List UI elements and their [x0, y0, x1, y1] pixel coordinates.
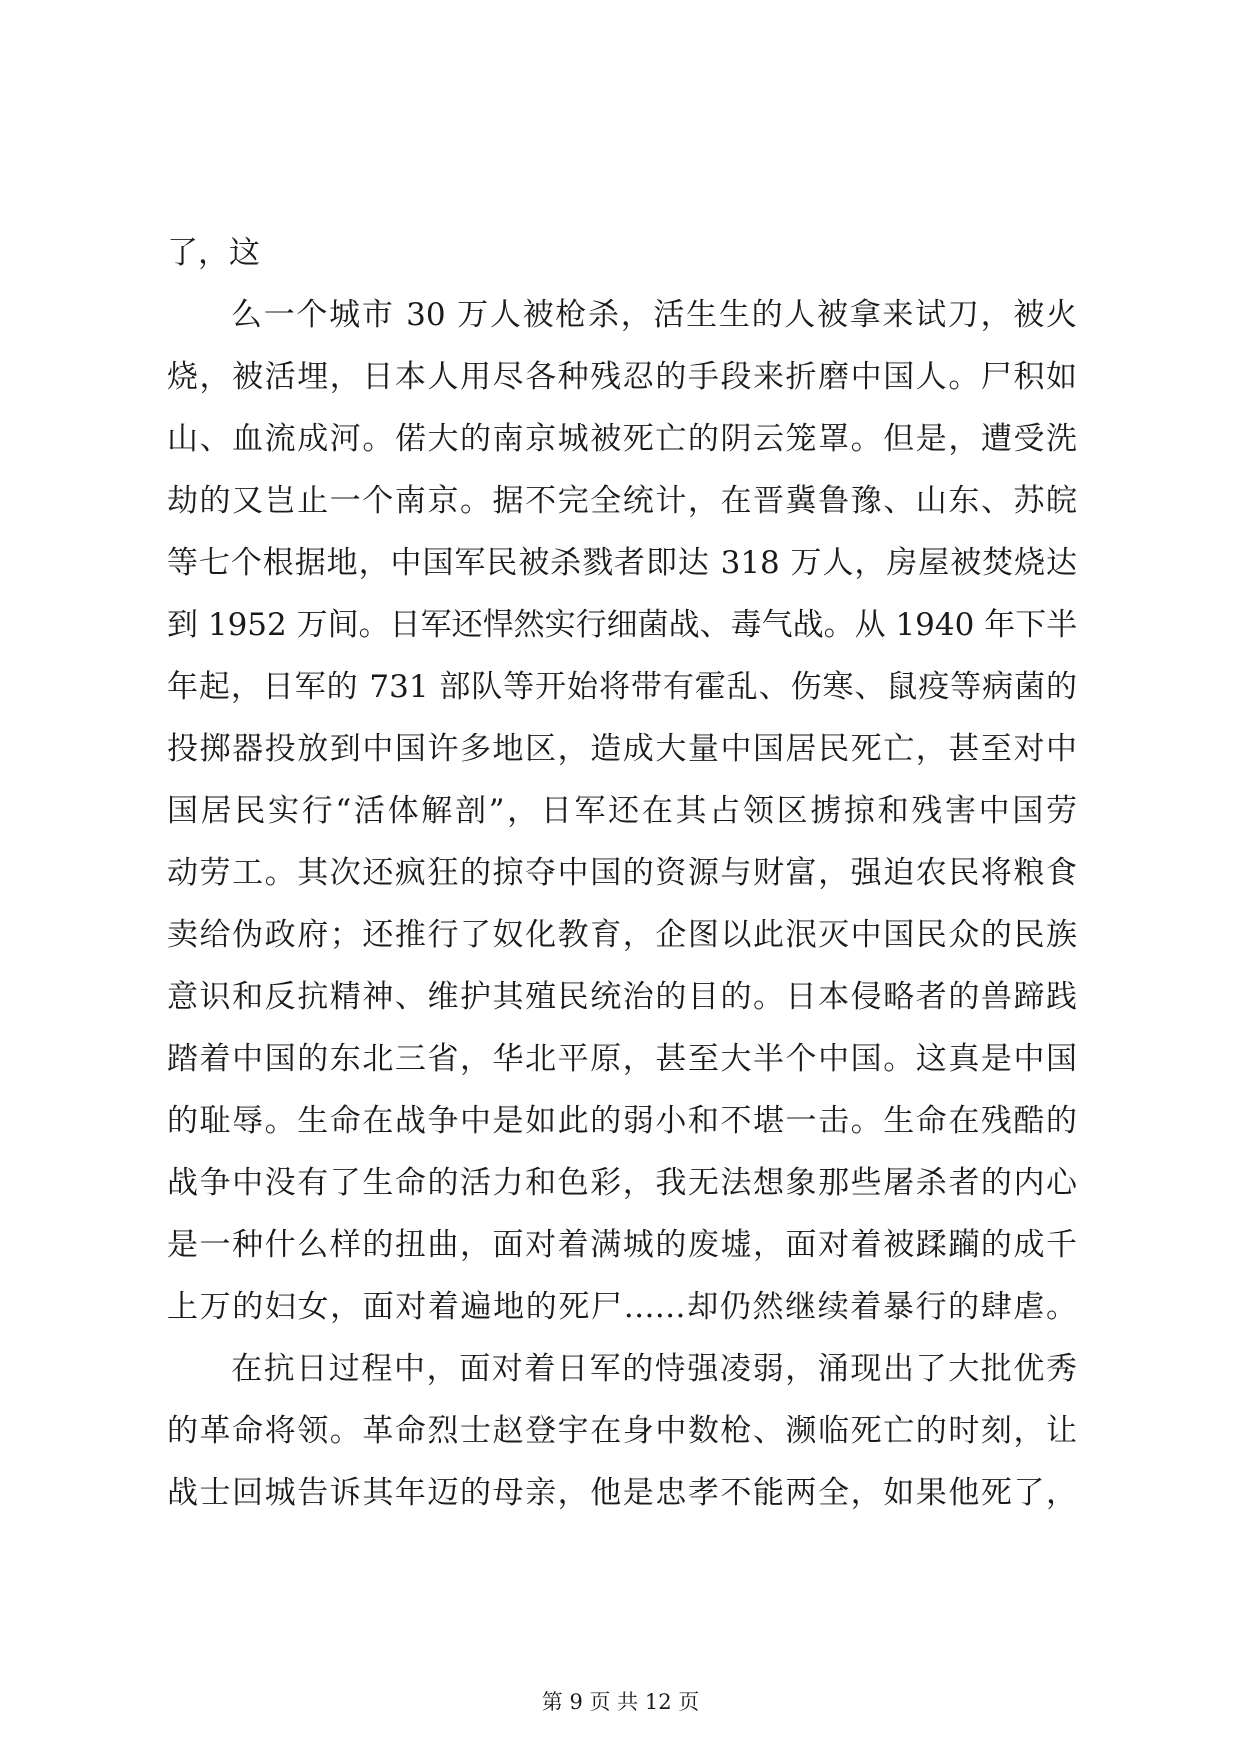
text-line: 到 1952 万间。日军还悍然实行细菌战、毒气战。从 1940 年下半 — [167, 607, 1078, 643]
text-line: 国居民实行“活体解剖”，日军还在其占领区掳掠和残害中国劳 — [167, 793, 1077, 829]
text-line: 卖给伪政府；还推行了奴化教育，企图以此泯灭中国民众的民族 — [167, 917, 1077, 953]
text-line: 战士回城告诉其年迈的母亲，他是忠孝不能两全，如果他死了， — [167, 1475, 1077, 1511]
text-line: 劫的又岂止一个南京。据不完全统计，在晋冀鲁豫、山东、苏皖 — [167, 483, 1077, 519]
text-line: 的耻辱。生命在战争中是如此的弱小和不堪一击。生命在残酷的 — [167, 1103, 1077, 1139]
text-line: 上万的妇女，面对着遍地的死尸……却仍然继续着暴行的肆虐。 — [167, 1289, 1077, 1325]
text-line: 山、血流成河。偌大的南京城被死亡的阴云笼罩。但是，遭受洗 — [167, 421, 1077, 457]
text-line: 的革命将领。革命烈士赵登宇在身中数枪、濒临死亡的时刻，让 — [167, 1413, 1077, 1449]
text-line: 等七个根据地，中国军民被杀戮者即达 318 万人，房屋被焚烧达 — [167, 545, 1077, 581]
text-line: 动劳工。其次还疯狂的掠夺中国的资源与财富，强迫农民将粮食 — [167, 855, 1077, 891]
text-line: 么一个城市 30 万人被枪杀，活生生的人被拿来试刀，被火 — [231, 297, 1077, 333]
text-line: 战争中没有了生命的活力和色彩，我无法想象那些屠杀者的内心 — [167, 1165, 1077, 1201]
page-number: 第 9 页 共 12 页 — [541, 1690, 700, 1714]
text-line: 踏着中国的东北三省，华北平原，甚至大半个中国。这真是中国 — [167, 1041, 1077, 1077]
text-line: 在抗日过程中，面对着日军的恃强凌弱，涌现出了大批优秀 — [231, 1351, 1077, 1387]
text-line: 烧，被活埋，日本人用尽各种残忍的手段来折磨中国人。尸积如 — [167, 359, 1077, 395]
text-line: 了，这 — [167, 235, 260, 271]
document-body — [167, 222, 1077, 1524]
text-line: 是一种什么样的扭曲，面对着满城的废墟，面对着被蹂躏的成千 — [167, 1227, 1077, 1263]
text-line: 意识和反抗精神、维护其殖民统治的目的。日本侵略者的兽蹄践 — [167, 979, 1077, 1015]
text-line: 投掷器投放到中国许多地区，造成大量中国居民死亡，甚至对中 — [167, 731, 1077, 767]
text-line: 年起，日军的 731 部队等开始将带有霍乱、伤寒、鼠疫等病菌的 — [167, 669, 1077, 705]
